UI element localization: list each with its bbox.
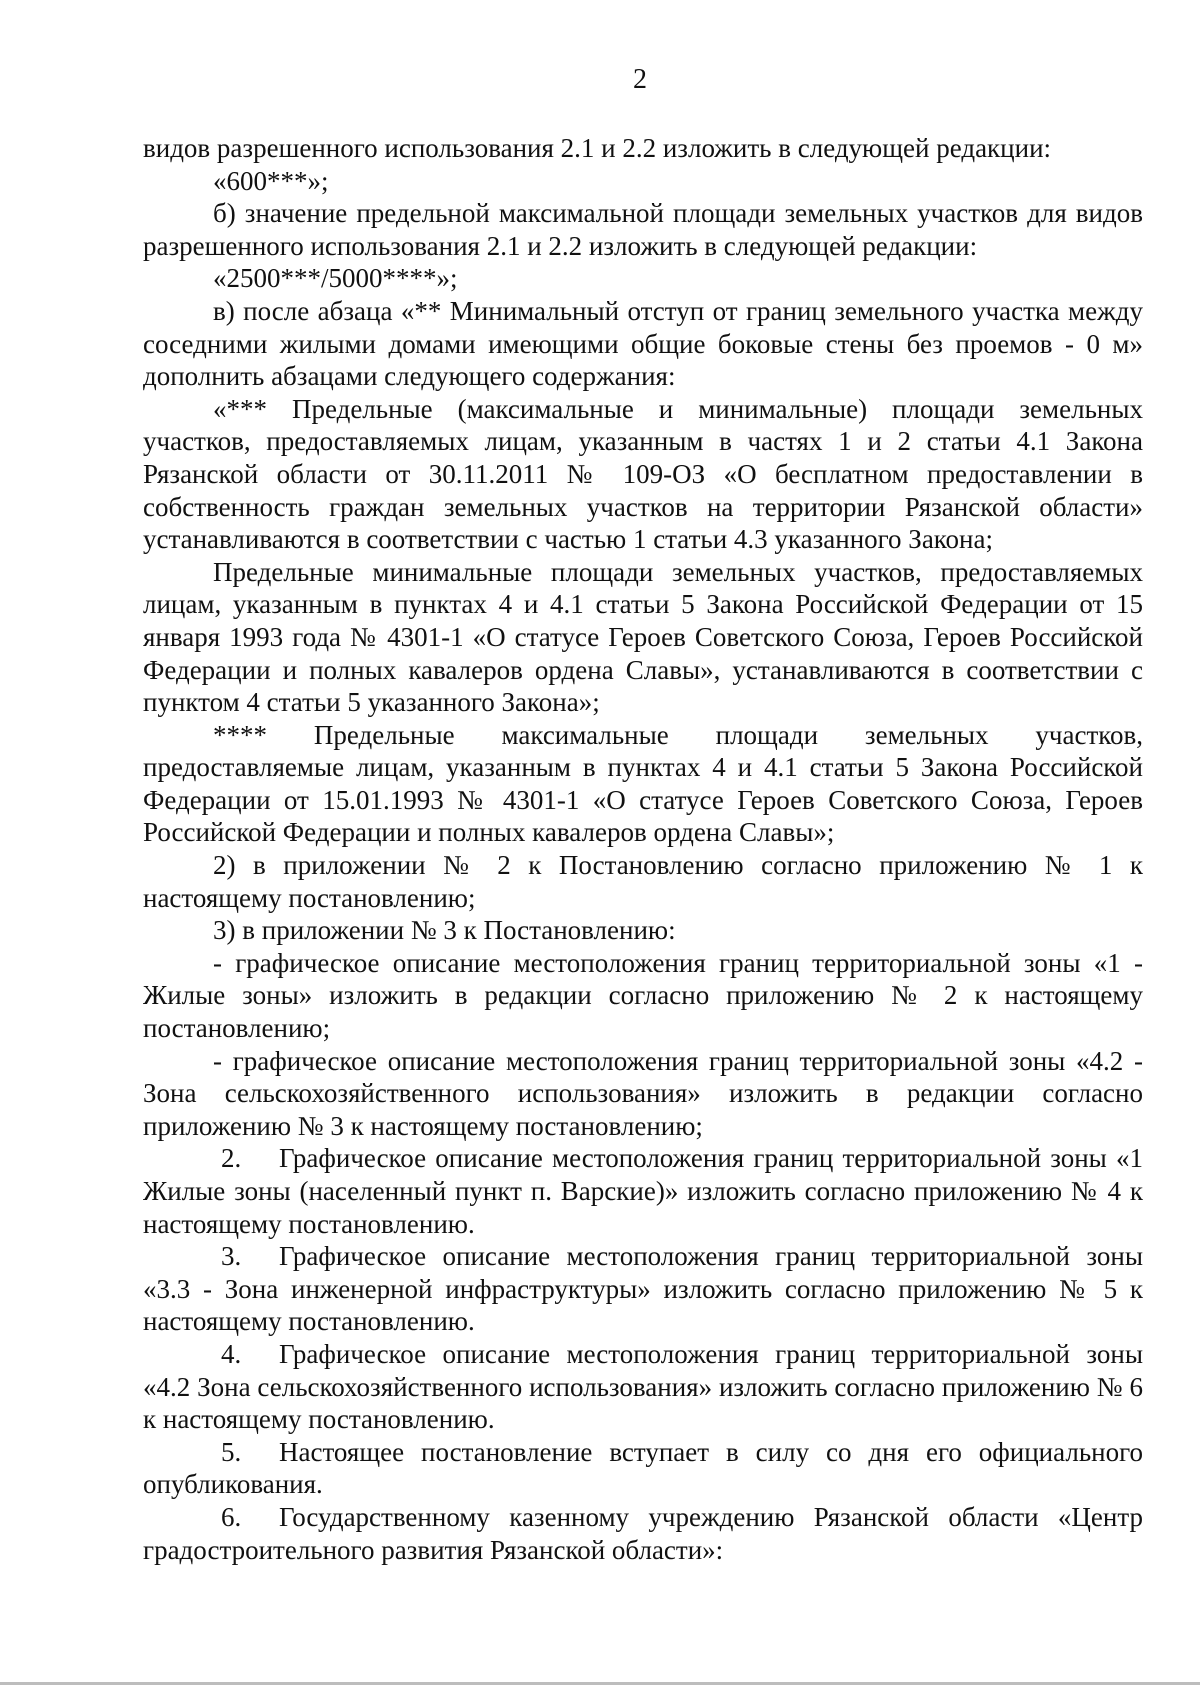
paragraph: «600***»; [213, 165, 329, 196]
item-text: Государственному казенному учреждению Рязанской области «Центр градостроительного развития Рязанской области»: [143, 1501, 1143, 1565]
paragraph: - графическое описание местоположения границ территориальной зоны «1 - Жилые зоны» изложить в редакции согласно приложению № 2 к настоящему постановлению; [143, 947, 1143, 1044]
paragraph: «2500***/5000****»; [213, 263, 458, 294]
paragraph: 2) в приложении № 2 к Постановлению согласно приложению № 1 к настоящему постановлению; [143, 850, 1143, 913]
numbered-item [143, 1501, 1143, 1566]
item-number: 2. [221, 1143, 242, 1174]
page-number: 2 [633, 64, 647, 95]
numbered-item [143, 1240, 1143, 1338]
item-text: Графическое описание местоположения границ территориальной зоны «1 Жилые зоны (населенный пункт п. Варские)» изложить согласно приложению № 4 к настоящему постановлению. [143, 1143, 1143, 1239]
paragraph: 3) в приложении № 3 к Постановлению: [213, 915, 676, 946]
item-number: 3. [221, 1241, 242, 1272]
paragraph: - графическое описание местоположения границ территориальной зоны «4.2 - Зона сельскохозяйственного использования» изложить в редакции согласно приложению № 3 к настоящему постановлению; [143, 1045, 1143, 1141]
numbered-item [143, 1142, 1143, 1240]
item-number: 6. [221, 1501, 242, 1532]
item-text: Графическое описание местоположения границ территориальной зоны «4.2 Зона сельскохозяйственного использования» изложить согласно приложению № 6 к настоящему постановлению. [143, 1338, 1143, 1435]
item-text: Настоящее постановление вступает в силу со дня его официального опубликования. [143, 1436, 1143, 1500]
item-number: 4. [221, 1338, 242, 1369]
numbered-item [143, 1436, 1143, 1501]
paragraph: «*** Предельные (максимальные и минимальные) площади земельных участков, предоставляемых лицам, указанным в частях 1 и 2 статьи 4.1 Закона Рязанской области от 30.11.2011 № 109-ОЗ «О бесплатном предоставлении в собственность граждан земельных участков на территории Рязанской области» устанавливаются в соответствии с частью 1 статьи 4.3 указанного Закона; [143, 393, 1143, 555]
paragraph: б) значение предельной максимальной площади земельных участков для видов разрешенного использования 2.1 и 2.2 изложить в следующей редакции: [143, 198, 1143, 261]
item-text: Графическое описание местоположения границ территориальной зоны «3.3 - Зона инженерной инфраструктуры» изложить согласно приложению № 5 к настоящему постановлению. [143, 1241, 1143, 1337]
document-body [143, 132, 1143, 1566]
numbered-item [143, 1338, 1143, 1436]
paragraph: **** Предельные максимальные площади земельных участков, предоставляемые лицам, указанным в пунктах 4 и 4.1 статьи 5 Закона Российской Федерации от 15.01.1993 № 4301-1 «О статусе Героев Советского Союза, Героев Российской Федерации и полных кавалеров ордена Славы»; [143, 719, 1143, 848]
paragraph: видов разрешенного использования 2.1 и 2.2 изложить в следующей редакции: [143, 133, 1052, 163]
bottom-edge-line [0, 1682, 1200, 1685]
paragraph: Предельные минимальные площади земельных участков, предоставляемых лицам, указанным в пунктах 4 и 4.1 статьи 5 Закона Российской Федерации от 15 января 1993 года № 4301-1 «О статусе Героев Советского Союза, Героев Российской Федерации и полных кавалеров ордена Славы», устанавливаются в соответствии с пунктом 4 статьи 5 указанного Закона»; [143, 556, 1143, 718]
paragraph: в) после абзаца «** Минимальный отступ от границ земельного участка между соседними жилыми домами имеющими общие боковые стены без проемов - 0 м» дополнить абзацами следующего содержания: [143, 295, 1143, 392]
item-number: 5. [221, 1436, 242, 1467]
